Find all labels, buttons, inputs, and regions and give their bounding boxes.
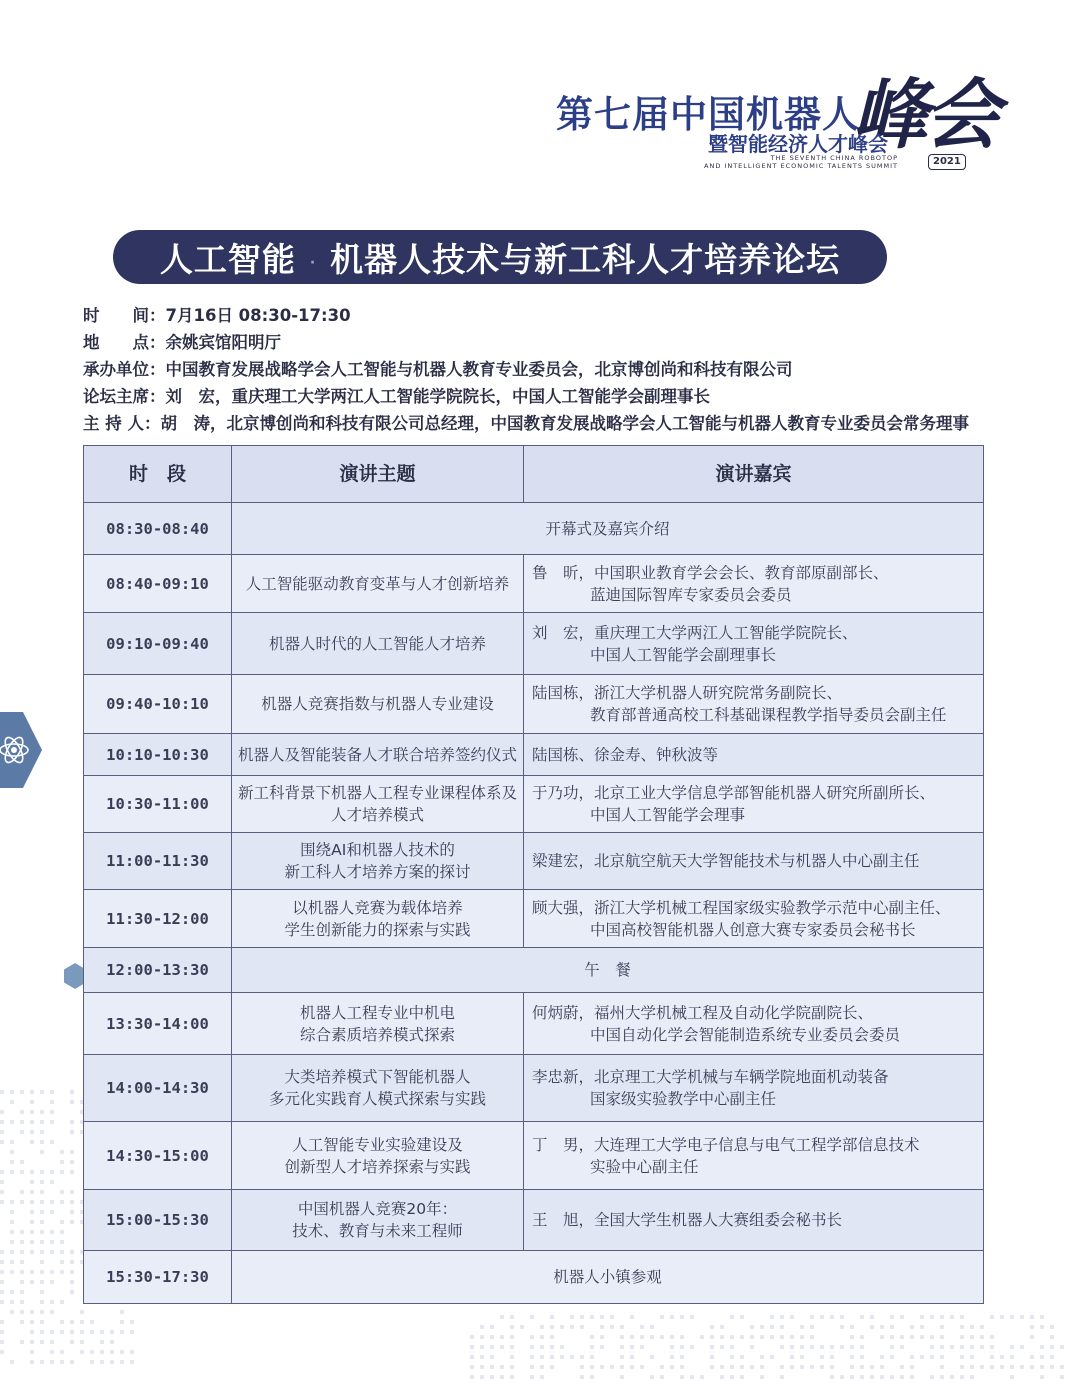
cell-speaker xyxy=(524,555,984,613)
topic-line: 机器人竞赛指数与机器人专业建设 xyxy=(261,695,494,713)
cell-session: 机器人小镇参观 xyxy=(232,1251,984,1304)
info-time: 时 间：7月16日 08:30-17:30 xyxy=(83,306,351,325)
speaker-line: 梁建宏，北京航空航天大学智能技术与机器人中心副主任 xyxy=(532,852,920,870)
forum-title-banner xyxy=(113,230,887,284)
speaker-line: 顾大强，浙江大学机械工程国家级实验教学示范中心副主任、 xyxy=(532,898,951,917)
topic-line: 人才培养模式 xyxy=(330,806,424,824)
topic-line: 机器人时代的人工智能人才培养 xyxy=(268,634,486,653)
speaker-line: 于乃功，北京工业大学信息学部智能机器人研究所副所长、 xyxy=(532,784,936,802)
header-speaker: 演讲嘉宾 xyxy=(524,446,984,503)
table-row xyxy=(84,776,984,833)
cell-time: 12:00-13:30 xyxy=(84,948,232,993)
table-row xyxy=(84,613,984,675)
table-row xyxy=(84,890,984,948)
topic-line: 人工智能专业实验建设及 xyxy=(292,1135,463,1154)
speaker-line: 实验中心副主任 xyxy=(590,1157,699,1176)
topic-line: 机器人及智能装备人才联合培养签约仪式 xyxy=(237,745,517,764)
banner-separator: · xyxy=(309,255,317,271)
cell-speaker xyxy=(524,993,984,1055)
summit-logo xyxy=(556,62,996,177)
cell-topic xyxy=(232,1122,524,1190)
topic-line: 创新型人才培养探索与实践 xyxy=(284,1157,471,1176)
cell-speaker xyxy=(524,890,984,948)
table-header-row xyxy=(84,446,984,503)
cell-time: 13:30-14:00 xyxy=(84,993,232,1055)
info-location: 地 点：余姚宾馆阳明厅 xyxy=(83,333,281,352)
cell-time: 09:40-10:10 xyxy=(84,675,232,734)
speaker-line: 陆国栋，浙江大学机器人研究院常务副院长、 xyxy=(532,684,843,702)
table-row xyxy=(84,734,984,776)
cell-speaker xyxy=(524,613,984,675)
topic-line: 围绕AI和机器人技术的 xyxy=(300,841,455,859)
cell-speaker xyxy=(524,734,984,776)
cell-topic xyxy=(232,833,524,890)
cell-speaker xyxy=(524,1055,984,1122)
cell-speaker xyxy=(524,675,984,734)
schedule-table xyxy=(83,445,984,1304)
table-row xyxy=(84,675,984,734)
banner-part2: 机器人技术与新工科人才培养论坛 xyxy=(330,239,841,279)
topic-line: 多元化实践育人模式探索与实践 xyxy=(268,1090,486,1108)
topic-line: 新工科人才培养方案的探讨 xyxy=(284,863,471,881)
forum-info xyxy=(83,302,1043,437)
cell-time: 10:10-10:30 xyxy=(84,734,232,776)
speaker-line: 陆国栋、徐金寿、钟秋波等 xyxy=(532,745,719,764)
logo-title: 第七届中国机器人 xyxy=(556,93,860,136)
logo-subtitle: 暨智能经济人才峰会 xyxy=(708,132,888,156)
cell-session: 开幕式及嘉宾介绍 xyxy=(232,503,984,555)
cell-session: 午 餐 xyxy=(232,948,984,993)
topic-line: 新工科背景下机器人工程专业课程体系及 xyxy=(237,784,517,802)
speaker-line: 王 旭，全国大学生机器人大赛组委会秘书长 xyxy=(532,1211,843,1229)
cell-speaker xyxy=(524,833,984,890)
logo-english-text: THE SEVENTH CHINA ROBOTOP AND INTELLIGENT ECONOMIC TALENTS SUMMIT xyxy=(704,154,898,170)
table-row xyxy=(84,993,984,1055)
cell-time: 15:30-17:30 xyxy=(84,1251,232,1304)
speaker-line: 教育部普通高校工科基础课程教学指导委员会副主任 xyxy=(590,706,947,724)
cell-topic xyxy=(232,555,524,613)
banner-part1: 人工智能 xyxy=(159,239,296,279)
table-row xyxy=(84,1251,984,1304)
speaker-line: 丁 男，大连理工大学电子信息与电气工程学部信息技术 xyxy=(532,1135,920,1154)
cell-speaker xyxy=(524,776,984,833)
cell-speaker xyxy=(524,1122,984,1190)
speaker-line: 中国人工智能学会副理事长 xyxy=(590,645,777,664)
cell-time: 14:30-15:00 xyxy=(84,1122,232,1190)
speaker-line: 蓝迪国际智库专家委员会委员 xyxy=(590,585,792,604)
cell-time: 09:10-09:40 xyxy=(84,613,232,675)
cell-topic xyxy=(232,1055,524,1122)
speaker-line: 中国高校智能机器人创意大赛专家委员会秘书长 xyxy=(590,920,916,939)
topic-line: 中国机器人竞赛20年： xyxy=(297,1200,458,1218)
cell-time: 08:30-08:40 xyxy=(84,503,232,555)
header-topic: 演讲主题 xyxy=(232,446,524,503)
topic-line: 机器人工程专业中机电 xyxy=(299,1003,455,1022)
table-row xyxy=(84,1055,984,1122)
cell-time: 11:30-12:00 xyxy=(84,890,232,948)
info-organizer: 承办单位：中国教育发展战略学会人工智能与机器人教育专业委员会，北京博创尚和科技有限公司 xyxy=(83,360,793,379)
logo-year-badge: 2021 xyxy=(928,154,966,170)
cell-topic xyxy=(232,675,524,734)
cell-topic xyxy=(232,993,524,1055)
table-row xyxy=(84,1122,984,1190)
cell-time: 15:00-15:30 xyxy=(84,1190,232,1251)
speaker-line: 中国人工智能学会理事 xyxy=(590,806,746,824)
speaker-line: 国家级实验教学中心副主任 xyxy=(590,1090,777,1108)
cell-time: 10:30-11:00 xyxy=(84,776,232,833)
cell-topic xyxy=(232,613,524,675)
speaker-line: 何炳蔚，福州大学机械工程及自动化学院副院长、 xyxy=(532,1003,874,1022)
cell-topic xyxy=(232,734,524,776)
decorative-dot-grid xyxy=(470,1315,1064,1379)
topic-line: 技术、教育与未来工程师 xyxy=(292,1222,463,1240)
logo-brush-text: 峰会 xyxy=(852,70,996,159)
table-row xyxy=(84,948,984,993)
speaker-line: 李忠新，北京理工大学机械与车辆学院地面机动装备 xyxy=(532,1068,889,1086)
speaker-line: 鲁 昕，中国职业教育学会会长、教育部原副部长、 xyxy=(532,563,889,582)
topic-line: 人工智能驱动教育变革与人才创新培养 xyxy=(245,574,510,593)
header-time: 时 段 xyxy=(84,446,232,503)
topic-line: 以机器人竞赛为载体培养 xyxy=(292,898,463,917)
cell-time: 14:00-14:30 xyxy=(84,1055,232,1122)
info-host: 主 持 人：胡 涛，北京博创尚和科技有限公司总经理，中国教育发展战略学会人工智能与机器人教育专业委员会常务理事 xyxy=(83,414,969,433)
table-row xyxy=(84,503,984,555)
topic-line: 学生创新能力的探索与实践 xyxy=(284,920,471,939)
topic-line: 综合素质培养模式探索 xyxy=(299,1025,455,1044)
cell-topic xyxy=(232,890,524,948)
info-chair: 论坛主席：刘 宏，重庆理工大学两江人工智能学院院长，中国人工智能学会副理事长 xyxy=(83,387,710,406)
table-row xyxy=(84,1190,984,1251)
cell-speaker xyxy=(524,1190,984,1251)
cell-time: 11:00-11:30 xyxy=(84,833,232,890)
cell-topic xyxy=(232,776,524,833)
cell-time: 08:40-09:10 xyxy=(84,555,232,613)
speaker-line: 中国自动化学会智能制造系统专业委员会委员 xyxy=(590,1025,901,1044)
cell-topic xyxy=(232,1190,524,1251)
atom-icon xyxy=(0,730,40,770)
table-row xyxy=(84,833,984,890)
speaker-line: 刘 宏，重庆理工大学两江人工智能学院院长、 xyxy=(532,623,858,642)
topic-line: 大类培养模式下智能机器人 xyxy=(284,1068,471,1086)
table-row xyxy=(84,555,984,613)
